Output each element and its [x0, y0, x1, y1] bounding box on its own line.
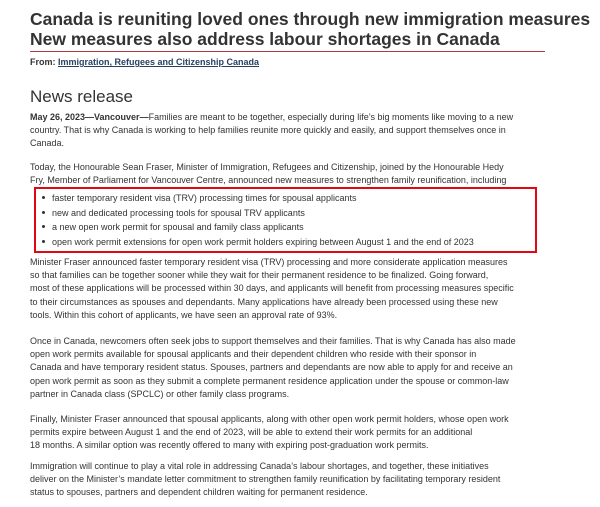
list-item: faster temporary resident visa (TRV) processing times for spousal applicants	[38, 191, 533, 206]
work-permit-paragraph: Once in Canada, newcomers often seek jobs to support themselves and their families. That is why Canada has also made open work permits available for spousal applicants and their dependent children who reside with their sponsor in Canada and have temporary resident status. Spouses, partners and dependants are now able to apply for and receive an open work permit as soon as they submit a complete permanent residence application under the spouse or common-law partner in Canada class (SPCLC) or other family class programs.	[30, 336, 516, 399]
announcement-paragraph: Today, the Honourable Sean Fraser, Minister of Immigration, Refugees and Citizenship, joined by the Honourable Hedy Fry, Member of Parliament for Vancouver Centre, announced new measures to strengthen family reunification, including	[30, 162, 507, 186]
title-divider	[30, 51, 545, 52]
list-item: a new open work permit for spousal and family class applicants	[38, 220, 533, 235]
dateline: May 26, 2023—Vancouver—	[30, 112, 149, 122]
from-label: From:	[30, 57, 56, 67]
headline-subtitle: New measures also address labour shortages in Canada	[30, 29, 500, 49]
measures-list	[38, 191, 533, 249]
processing-paragraph: Minister Fraser announced faster temporary resident visa (TRV) processing and more considerate application measures so that families can be together sooner while they wait for their permanent residence to be finalized. Going forward, most of these applications will be processed within 30 days, and applicants will benefit from processing measures specific to their circumstances as spouses and dependants. Many applications have already been processed using these new tools. Within this cohort of applicants, we have seen an approval rate of 93%.	[30, 257, 514, 320]
page-title	[30, 9, 591, 49]
headline-line-1: Canada is reuniting loved ones through new immigration measures	[30, 9, 591, 29]
from-line	[30, 57, 259, 67]
list-item: new and dedicated processing tools for spousal TRV applicants	[38, 206, 533, 221]
intro-paragraph: May 26, 2023—Vancouver—Families are meant to be together, especially during life’s big moments like moving to a new country. That is why Canada is working to help families reunite more quickly and easily, and support themselves once in Canada.	[30, 112, 514, 149]
section-title: News release	[30, 87, 133, 106]
list-item: open work permit extensions for open work permit holders expiring between August 1 and the end of 2023	[38, 235, 533, 250]
department-link[interactable]: Immigration, Refugees and Citizenship Canada	[58, 57, 260, 67]
closing-paragraph: Immigration will continue to play a vital role in addressing Canada’s labour shortages, and together, these initiatives deliver on the Minister’s mandate letter commitment to strengthen family reunification by facilitating temporary resident status to spouses, partners and dependent children waiting for permanent residence.	[30, 461, 501, 498]
extension-paragraph: Finally, Minister Fraser announced that spousal applicants, along with other open work permit holders, whose open work permits expire between August 1 and the end of 2023, will be able to extend their work permits for an additional 18 months. A similar option was recently offered to many with expiring post-graduation work permits.	[30, 414, 509, 451]
